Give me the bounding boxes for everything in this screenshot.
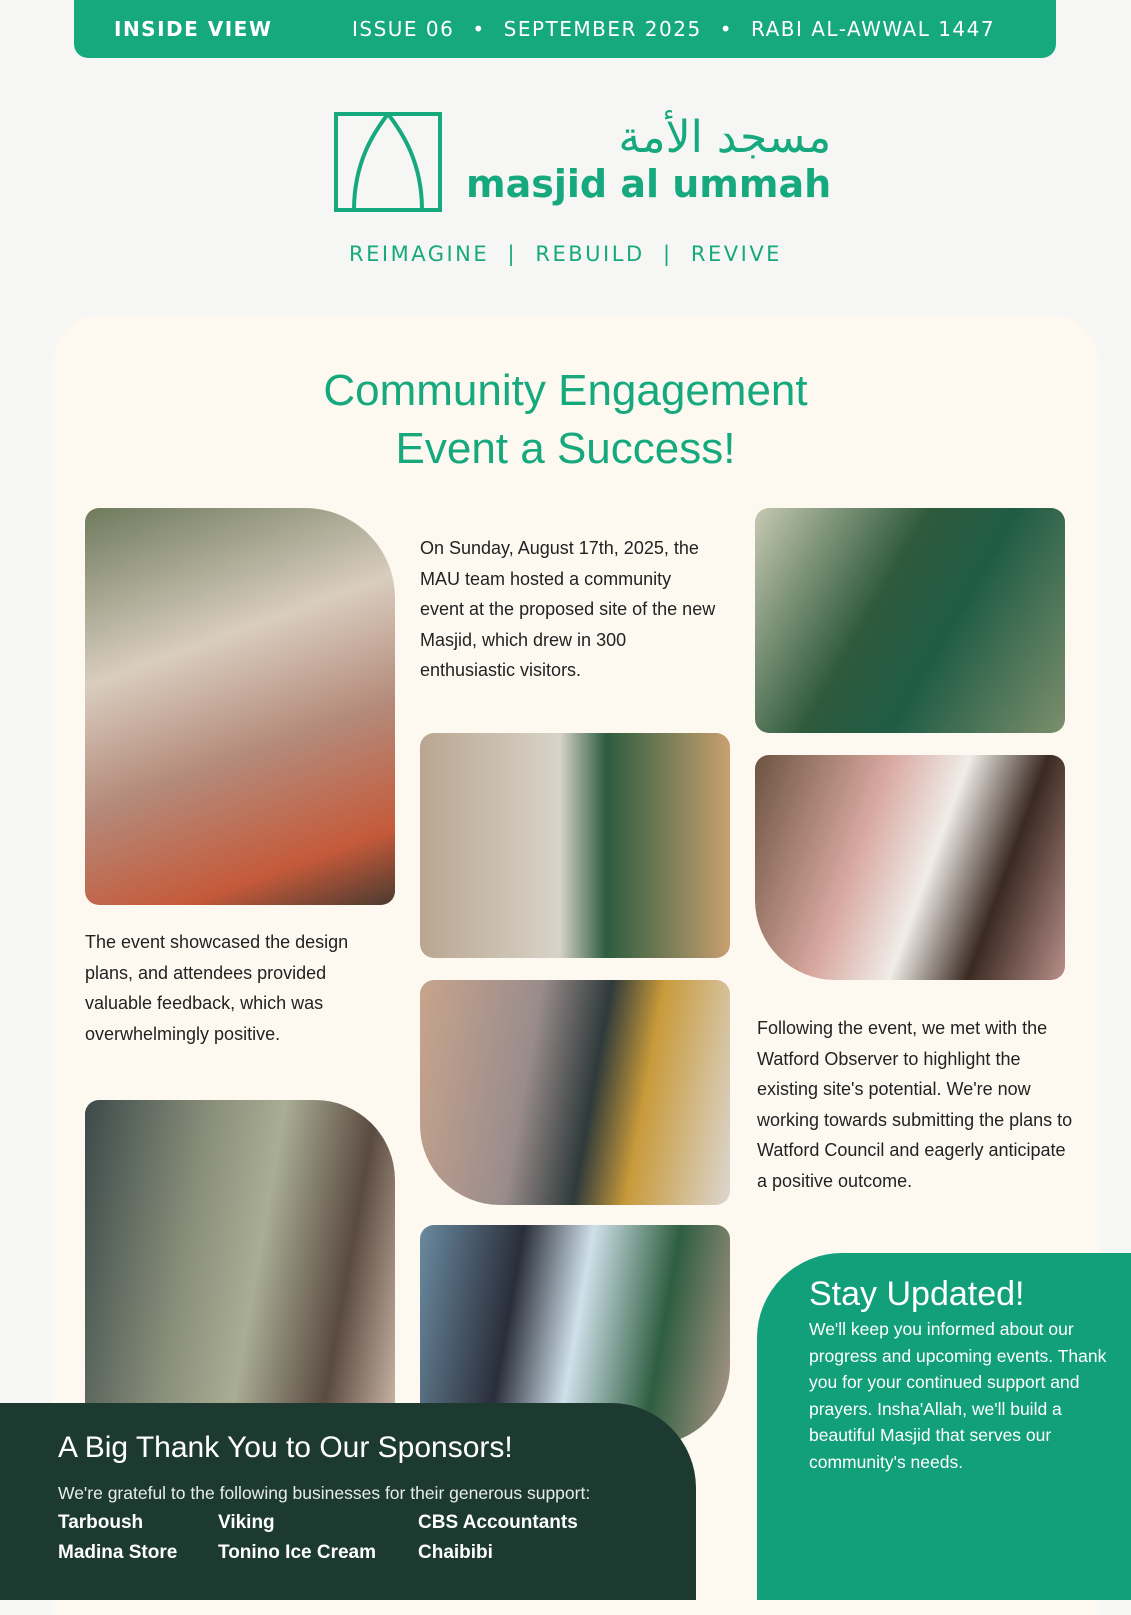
issue-date: SEPTEMBER 2025: [503, 17, 702, 41]
sponsors-intro: We're grateful to the following businesses for their generous support:: [58, 1483, 591, 1503]
sponsors-title: A Big Thank You to Our Sponsors!: [58, 1431, 513, 1464]
stay-updated-panel: [757, 1253, 1131, 1600]
issue-meta: [352, 17, 995, 41]
paragraph-intro: On Sunday, August 17th, 2025, the MAU team hosted a community event at the proposed site of the new Masjid, which drew in 300 enthusiastic visitors.: [420, 538, 716, 680]
stay-updated-body: We'll keep you informed about our progress and upcoming events. Thank you for your continued support and prayers. Insha'Allah, we'll build a beautiful Masjid that serves our community's needs.: [809, 1319, 1107, 1472]
arch-logo-icon: [334, 112, 442, 212]
paragraph-next-steps: Following the event, we met with the Watford Observer to highlight the existing site's potential. We're now working towards submitting the plans to Watford Council and eagerly anticipate a positive outcome.: [757, 1018, 1073, 1191]
logo-arabic: مسجد الأمة: [618, 112, 832, 163]
photo-design-boards: [420, 733, 730, 958]
paragraph-feedback: The event showcased the design plans, and attendees provided valuable feedback, which was overwhelmingly positive.: [85, 932, 349, 1044]
sponsor-name: Tonino Ice Cream: [218, 1542, 377, 1563]
hijri-date: RABI AL-AWWAL 1447: [750, 17, 996, 41]
issue-number: ISSUE 06: [352, 17, 455, 41]
masthead-bar: [74, 0, 1056, 58]
article-title: [0, 362, 1131, 478]
photo-children: [755, 755, 1065, 980]
photo-exhibition: [420, 980, 730, 1205]
logo-english: masjid al ummah: [466, 162, 832, 206]
sponsor-name: Madina Store: [58, 1542, 178, 1563]
stay-updated-title: Stay Updated!: [809, 1275, 1025, 1313]
sponsor-list: [58, 1512, 696, 1564]
tagline: REIMAGINE | REBUILD | REVIVE: [349, 242, 782, 266]
logo: [334, 112, 831, 212]
photo-crowd: [85, 508, 395, 905]
sponsor-name: Chaibibi: [418, 1542, 493, 1563]
title-line: Event a Success!: [395, 424, 736, 473]
title-line: Community Engagement: [323, 366, 808, 415]
sponsors-section: [0, 1403, 696, 1600]
sponsor-name: Tarboush: [58, 1512, 144, 1533]
separator: •: [719, 17, 733, 41]
sponsor-name: CBS Accountants: [418, 1512, 578, 1533]
separator: •: [472, 17, 486, 41]
photo-right-volunteers: [755, 508, 1065, 733]
photo-woman-phone: [85, 1100, 395, 1420]
newsletter-name: INSIDE VIEW: [114, 17, 273, 41]
sponsor-name: Viking: [218, 1512, 275, 1533]
